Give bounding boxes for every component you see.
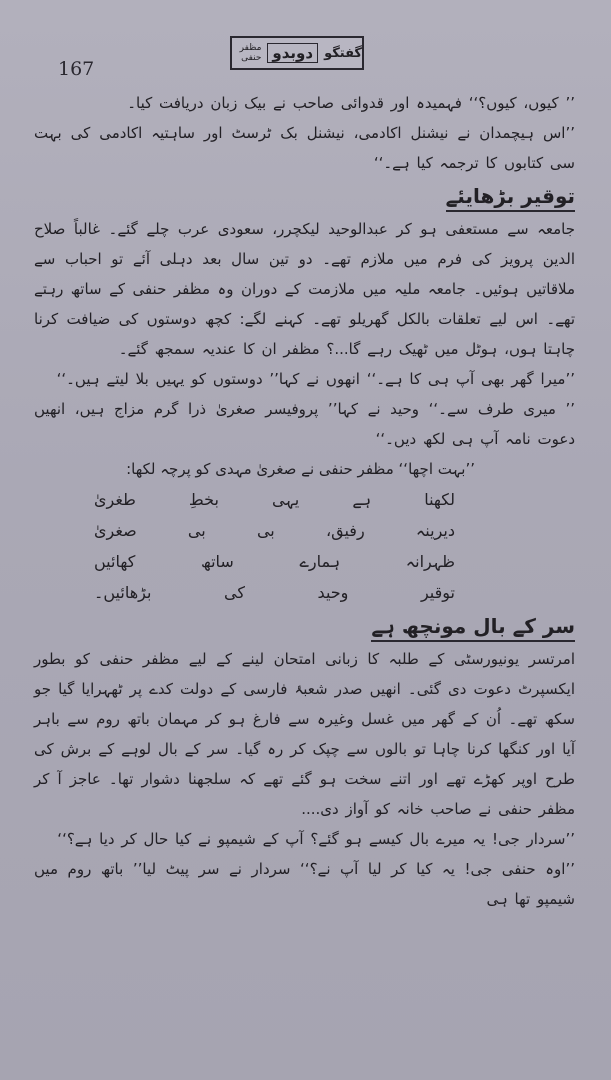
section1-paragraph-2: ’’میرا گھر بھی آپ ہی کا ہے۔‘‘ انھوں نے کہا’’ دوستوں کو یہیں بلا لیتے ہیں۔‘‘ [56, 370, 575, 388]
poem-line: ظہرانہ ہمارے ساتھ کھائیں [94, 552, 455, 571]
section-heading-2: سر کے بال مونچھ ہے [371, 614, 575, 642]
section2-paragraph-1: امرتسر یونیورسٹی کے طلبہ کا زبانی امتحان لینے کے لیے مظفر حنفی کو بطور ایکسپرٹ دعوت دی گئی۔ انھیں صدر شعبۂ فارسی کے دولت کدے پر ٹھہرایا گیا جو سکھ تھے۔ اُن کے گھر میں غسل وغیرہ سے فارغ ہو کر مہمان باتھ روم سے باہر آیا اور کنگھا کرنا چاہا تو بالوں سے چپک کر رہ گیا۔ سر کے بال لوہے کے برش کی طرح اوپر کھڑے تھے اور اتنے سخت ہو گئے تھے کہ سلجھنا دشوار تھا۔ عاجز آ کر مظفر حنفی نے صاحب خانہ کو آواز دی.... [34, 650, 575, 818]
poem-line: لکھنا ہے یہی بخطِ طغریٰ [94, 490, 455, 509]
header-left-label: مظفر حنفی [239, 43, 262, 63]
section2-paragraph-3: ’’اوہ حنفی جی! یہ کیا کر لیا آپ نے؟‘‘ سردار نے سر پیٹ لیا’’ باتھ روم میں شیمپو تھا ہی [34, 860, 575, 908]
intro-paragraph-2: ’’اس ہیچمدان نے نیشنل اکادمی، نیشنل بک ٹرسٹ اور ساہتیہ اکادمی کی بہت سی کتابوں کا ترجمہ کیا ہے۔‘‘ [34, 124, 575, 172]
page-body [34, 88, 575, 1040]
section-heading-1: توقیر بڑھایئے [446, 184, 575, 212]
section1-paragraph-1: جامعہ سے مستعفی ہو کر عبدالوحید لیکچرر، سعودی عرب چلے گئے۔ غالباً صلاح الدین پرویز کی فرم میں ملازم تھے۔ دو تین سال بعد دہلی آئے تو احباب سے ملاقاتیں ہوئیں۔ جامعہ ملیہ میں ملازمت کے دوران وہ مظفر حنفی کے ساتھ رہتے تھے۔ اس لیے تعلقات بالکل گھریلو تھے۔ کہنے لگے: کچھ دوستوں کی ضیافت کرنا چاہتا ہوں، ہوٹل میں ٹھیک رہے گا...؟ مظفر ان کا عندیہ سمجھ گئے۔ [34, 220, 575, 358]
header-center-label: دوبدو [267, 43, 318, 63]
poem-intro: ’’بہت اچھا‘‘ مظفر حنفی نے صغریٰ مہدی کو پرچہ لکھا: [126, 460, 475, 478]
intro-paragraph-1: ’’ کیوں، کیوں؟‘‘ فہمیدہ اور قدوائی صاحب نے بیک زبان دریافت کیا۔ [127, 94, 575, 112]
poem-line: دیرینہ رفیق، بی بی صغریٰ [94, 521, 455, 540]
poem [94, 484, 455, 608]
header-right-label: گفتگو [324, 45, 362, 61]
section2-paragraph-2: ’’سردار جی! یہ میرے بال کیسے ہو گئے؟ آپ کے شیمپو نے کیا حال کر دیا ہے؟‘‘ [57, 830, 575, 848]
running-header [230, 36, 364, 70]
section1-paragraph-3: ’’ میری طرف سے۔‘‘ وحید نے کہا’’ پروفیسر صغریٰ ذرا گرم مزاج ہیں، انھیں دعوت نامہ آپ ہی لکھ دیں۔‘‘ [34, 400, 575, 448]
poem-line: توقیر وحید کی بڑھائیں۔ [94, 583, 455, 602]
page-number: 167 [58, 58, 95, 80]
